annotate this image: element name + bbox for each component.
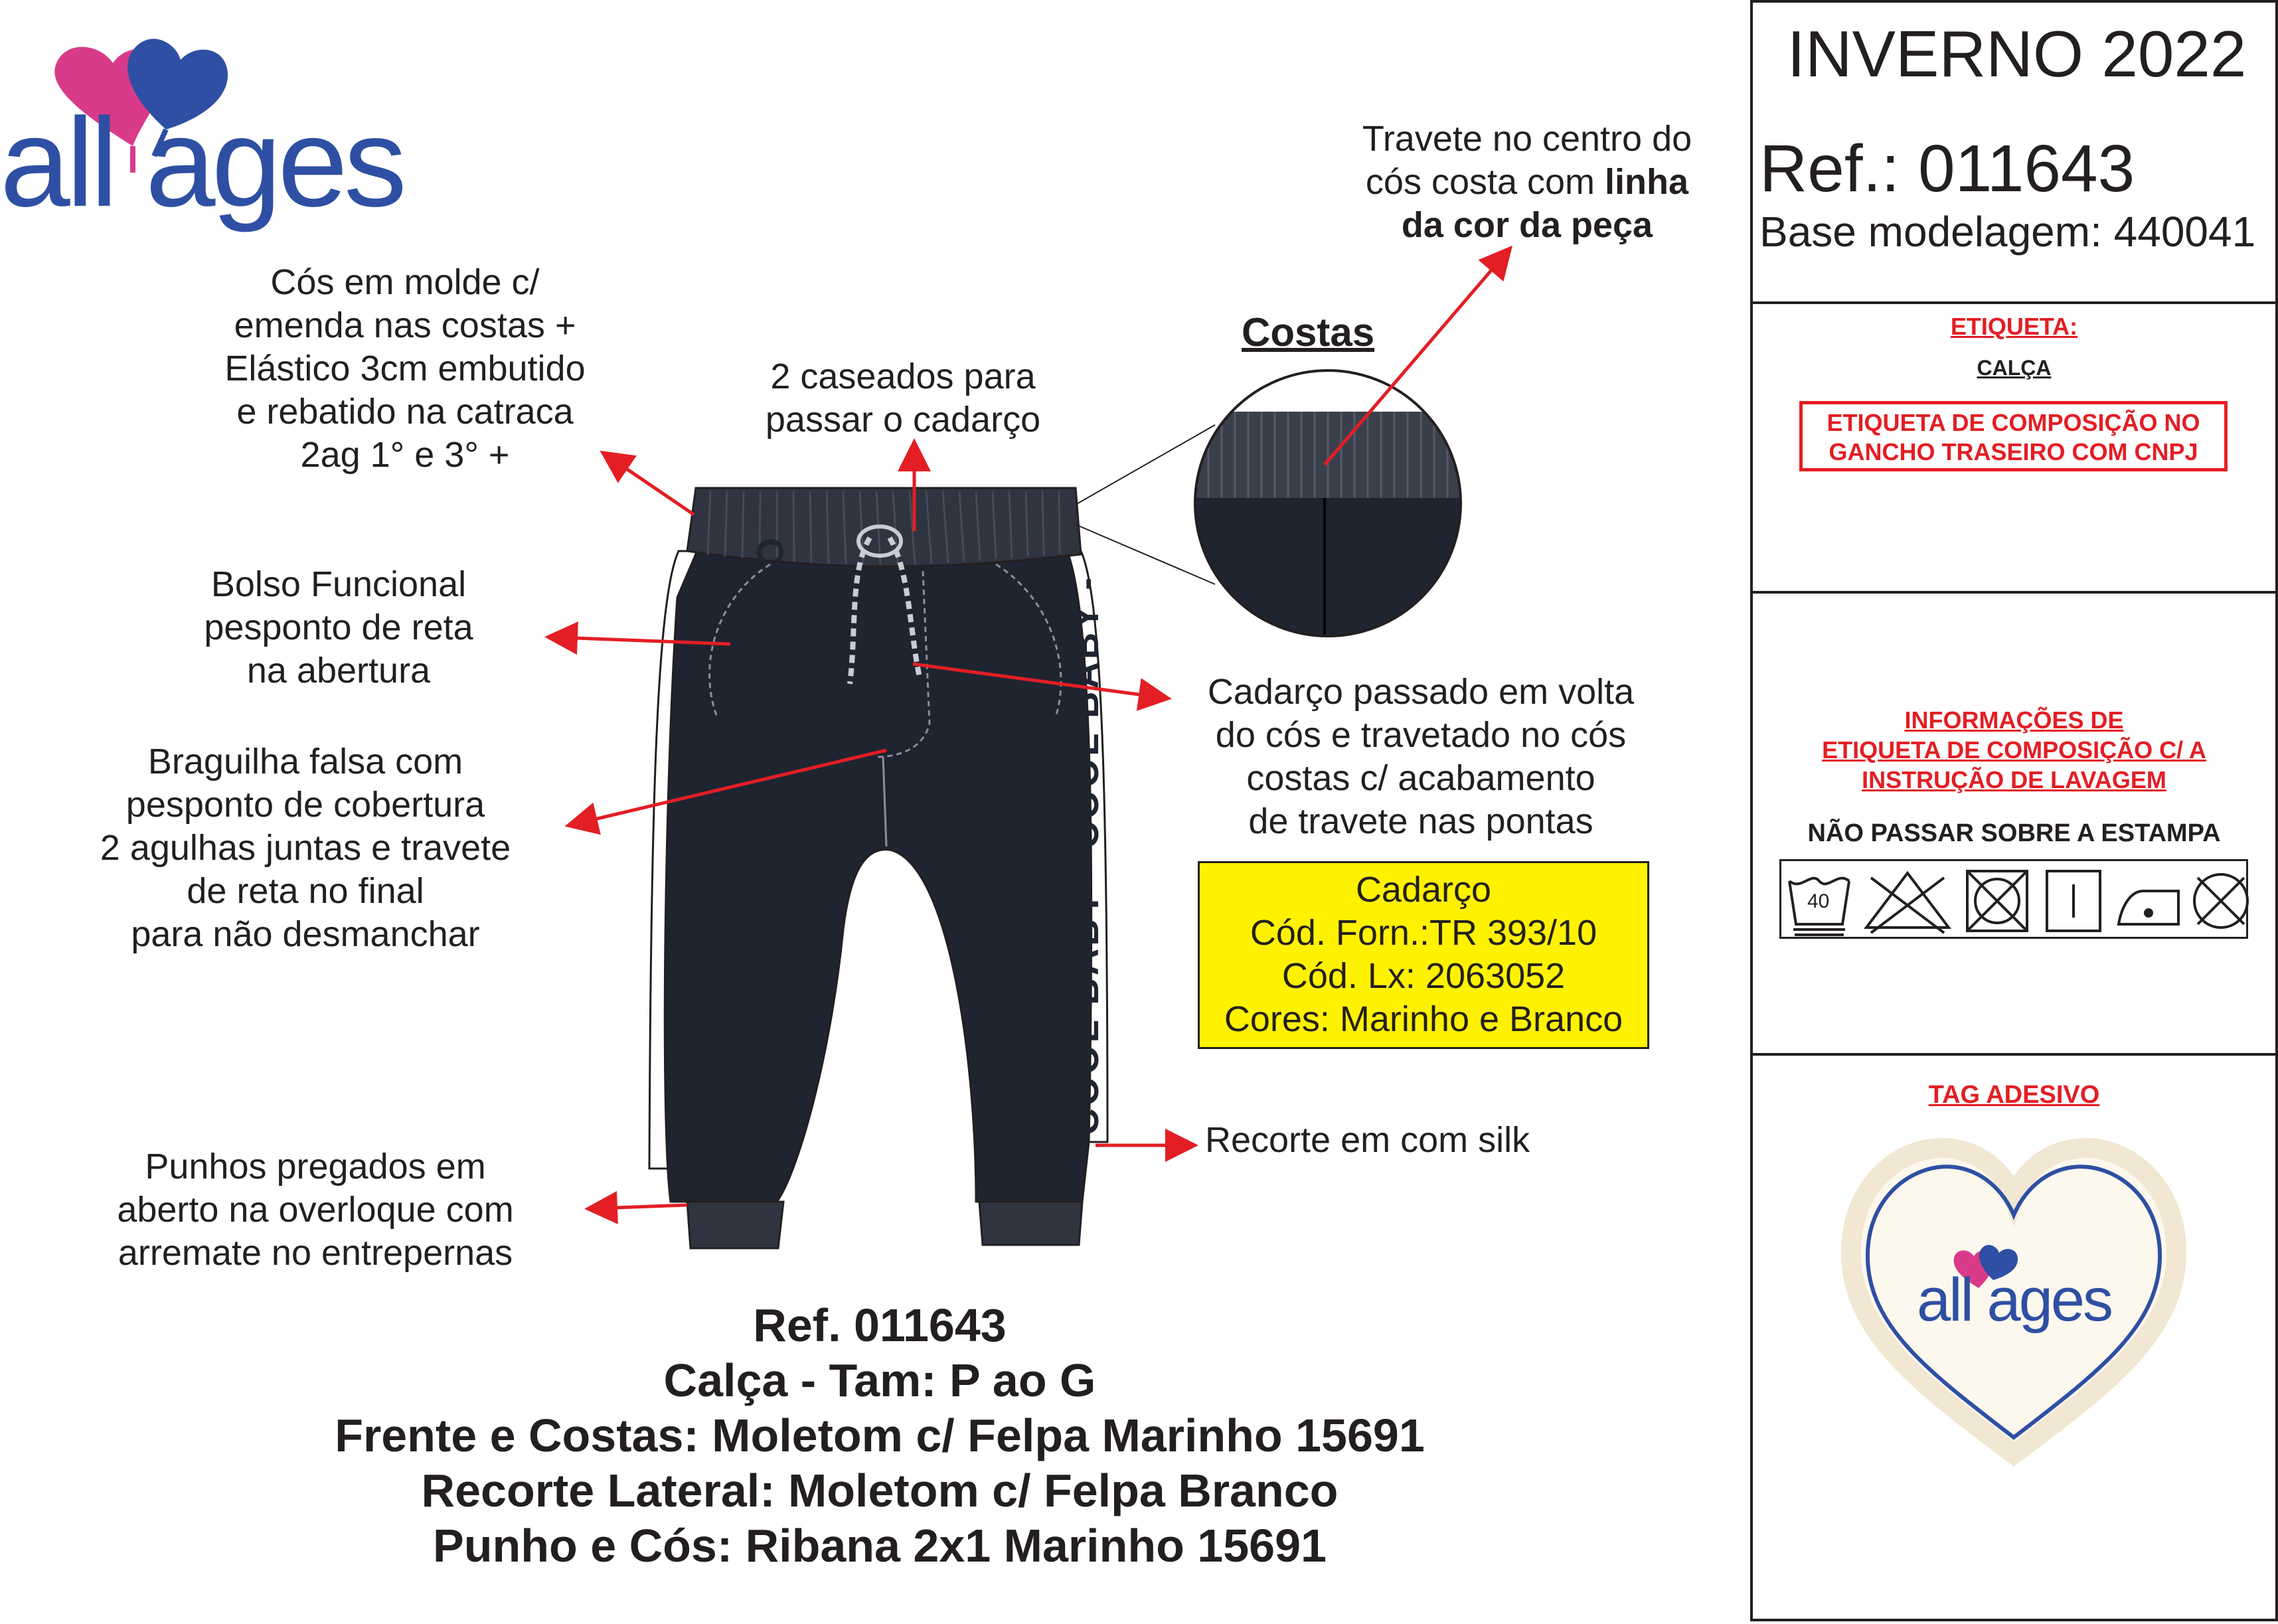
line-dry-icon	[2047, 871, 2100, 931]
tag-logo-text: all ages	[1916, 1266, 2112, 1334]
etiqueta-item: CALÇA	[1977, 356, 2052, 380]
care-symbols	[1779, 859, 2248, 939]
season-label: INVERNO 2022	[1787, 17, 2247, 90]
arrow-bolso	[558, 637, 730, 644]
base-label: Base modelagem: 440041	[1759, 208, 2256, 256]
logo-text: all ages	[0, 92, 403, 233]
note-cadarco: Cadarço passado em volta do cós e travetado no cós costas c/ acabamento de travete nas pontas	[1207, 672, 1635, 841]
summary-line-5: Punho e Cós: Ribana 2x1 Marinho 15691	[433, 1520, 1327, 1572]
lavagem-title: INFORMAÇÕES DE ETIQUETA DE COMPOSIÇÃO C/ A INSTRUÇÃO DE LAVAGEM	[1822, 706, 2206, 793]
travete-line-3: da cor da peça	[1401, 205, 1653, 245]
cadarco-line-4: Cores: Marinho e Branco	[1224, 999, 1623, 1039]
summary-block	[285, 1298, 1474, 1574]
cadarco-line-3: Cód. Lx: 2063052	[1281, 956, 1566, 996]
arrow-travete	[1325, 256, 1504, 465]
summary-line-2: Calça - Tam: P ao G	[663, 1354, 1096, 1406]
heart-tag-icon	[1753, 1056, 2275, 1624]
note-bolso: Bolso Funcional pesponto de reta na abertura	[204, 564, 473, 690]
arrow-cos	[611, 458, 694, 515]
cadarco-line-1: Cadarço	[1355, 870, 1492, 910]
arrow-cadarco	[913, 664, 1159, 697]
costas-title: Costas	[1242, 310, 1375, 355]
arrow-punhos	[598, 1205, 687, 1208]
travete-line-2-bold: linha	[1605, 162, 1689, 202]
panel-tag	[1750, 1053, 2278, 1621]
nao-passar-label: NÃO PASSAR SOBRE A ESTAMPA	[1807, 819, 2221, 847]
travete-line-1: Travete no centro do	[1362, 119, 1692, 159]
cadarco-line-2: Cód. Forn.:TR 393/10	[1250, 913, 1597, 953]
note-caseados: 2 caseados para passar o cadarço	[765, 357, 1041, 440]
left-stripe-text: COOL BABY - COOL BABY -	[750, 538, 791, 1098]
no-bleach-icon	[1866, 873, 1949, 933]
tag-title: TAG ADESIVO	[1928, 1081, 2100, 1109]
wash-temp-label: 40	[1807, 890, 1830, 912]
panel-etiqueta	[1750, 301, 2278, 594]
etiqueta-composicao-box: ETIQUETA DE COMPOSIÇÃO NO GANCHO TRASEIRO COM CNPJ	[1799, 401, 2228, 471]
right-stripe-text: COOL BABY - COOL BABY -	[1064, 575, 1106, 1135]
summary-line-4: Recorte Lateral: Moletom c/ Felpa Branco	[421, 1465, 1339, 1516]
no-tumble-dry-icon	[1967, 871, 2027, 931]
iron-low-icon	[2119, 891, 2178, 924]
panel-header	[1750, 0, 2278, 304]
note-braguilha: Braguilha falsa com pesponto de cobertura 2 agulhas juntas e travete de reta no final para não desmanchar	[100, 742, 511, 954]
arrow-braguilha	[578, 750, 886, 823]
summary-line-3: Frente e Costas: Moletom c/ Felpa Marinho 15691	[335, 1410, 1425, 1461]
no-dry-clean-icon	[2194, 874, 2247, 928]
etiqueta-title: ETIQUETA:	[1950, 313, 2078, 340]
panel-lavagem	[1750, 591, 2278, 1056]
note-recorte: Recorte em com silk	[1205, 1120, 1530, 1160]
ref-label: Ref.: 011643	[1759, 131, 2135, 206]
travete-line-2-plain: cós costa com	[1365, 162, 1605, 202]
summary-ref: Ref. 011643	[753, 1299, 1007, 1351]
note-punhos: Punhos pregados em aberto na overloque com arremate no entrepernas	[117, 1147, 514, 1273]
note-cos: Cós em molde c/ emenda nas costas + Elástico 3cm embutido e rebatido na catraca 2ag 1° e 3° +	[224, 262, 586, 475]
